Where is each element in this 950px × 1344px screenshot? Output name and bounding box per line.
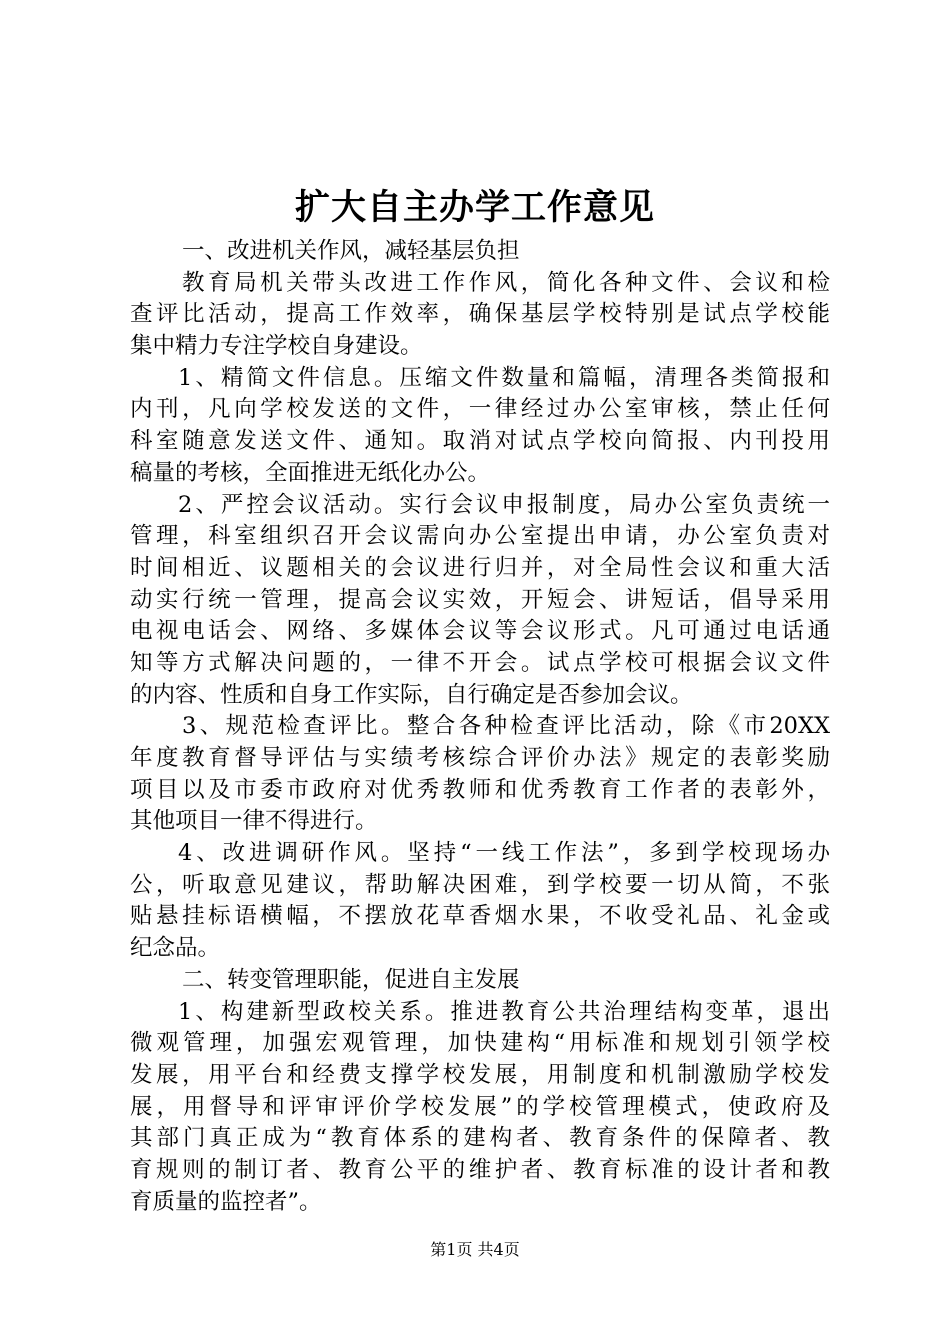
text-line: 3、规范检查评比。整合各种检查评比活动，除《市20XX — [182, 713, 830, 740]
document-body — [130, 236, 830, 1218]
text-line: 发展，用平台和经费支撑学校发展，用制度和机制激励学校发 — [130, 1061, 830, 1088]
text-line: 2、严控会议活动。实行会议申报制度，局办公室负责统一 — [178, 491, 830, 518]
text-line: 展，用督导和评审评价学校发展”的学校管理模式，使政府及 — [130, 1093, 830, 1120]
text-line: 1、构建新型政校关系。推进教育公共治理结构变革，退出 — [178, 998, 830, 1025]
text-line: 集中精力专注学校自身建设。 — [130, 333, 423, 360]
text-line: 的内容、性质和自身工作实际，自行确定是否参加会议。 — [130, 681, 693, 708]
text-line: 查评比活动，提高工作效率，确保基层学校特别是试点学校能 — [130, 301, 830, 328]
text-line: 其他项目一律不得进行。 — [130, 808, 378, 835]
text-line: 一、改进机关作风，减轻基层负担 — [182, 238, 520, 264]
text-line: 4、改进调研作风。坚持“一线工作法”，多到学校现场办 — [178, 840, 830, 867]
text-line: 项目以及市委市政府对优秀教师和优秀教育工作者的表彰外， — [130, 776, 830, 803]
text-line: 贴悬挂标语横幅，不摆放花草香烟水果，不收受礼品、礼金或 — [130, 903, 830, 930]
text-line: 电视电话会、网络、多媒体会议等会议形式。凡可通过电话通 — [130, 618, 830, 645]
text-line: 管理，科室组织召开会议需向办公室提出申请，办公室负责对 — [130, 523, 830, 550]
text-line: 知等方式解决问题的，一律不开会。试点学校可根据会议文件 — [130, 649, 830, 676]
text-line: 1、精简文件信息。压缩文件数量和篇幅，清理各类简报和 — [178, 364, 830, 391]
page-footer: 第1页 共4页 — [430, 1240, 520, 1259]
text-line: 微观管理，加强宏观管理，加快建构“用标准和规划引领学校 — [130, 1030, 830, 1057]
text-line: 科室随意发送文件、通知。取消对试点学校向简报、内刊投用 — [130, 428, 830, 455]
text-line: 时间相近、议题相关的会议进行归并，对全局性会议和重大活 — [130, 554, 830, 581]
text-line: 内刊，凡向学校发送的文件，一律经过办公室审核，禁止任何 — [130, 396, 830, 423]
text-line: 年度教育督导评估与实绩考核综合评价办法》规定的表彰奖励 — [130, 745, 830, 771]
text-line: 动实行统一管理，提高会议实效，开短会、讲短话，倡导采用 — [130, 586, 830, 613]
text-line: 育质量的监控者”。 — [130, 1188, 322, 1215]
text-line: 二、转变管理职能，促进自主发展 — [182, 966, 520, 993]
text-line: 其部门真正成为“教育体系的建构者、教育条件的保障者、教 — [130, 1125, 830, 1152]
text-line: 纪念品。 — [130, 935, 221, 962]
document-title: 扩大自主办学工作意见 — [294, 187, 655, 228]
text-line: 公，听取意见建议，帮助解决困难，到学校要一切从简，不张 — [130, 871, 830, 898]
text-line: 教育局机关带头改进工作作风，简化各种文件、会议和检 — [182, 269, 830, 296]
text-line: 育规则的制订者、教育公平的维护者、教育标准的设计者和教 — [130, 1156, 830, 1183]
text-line: 稿量的考核，全面推进无纸化办公。 — [130, 459, 491, 486]
